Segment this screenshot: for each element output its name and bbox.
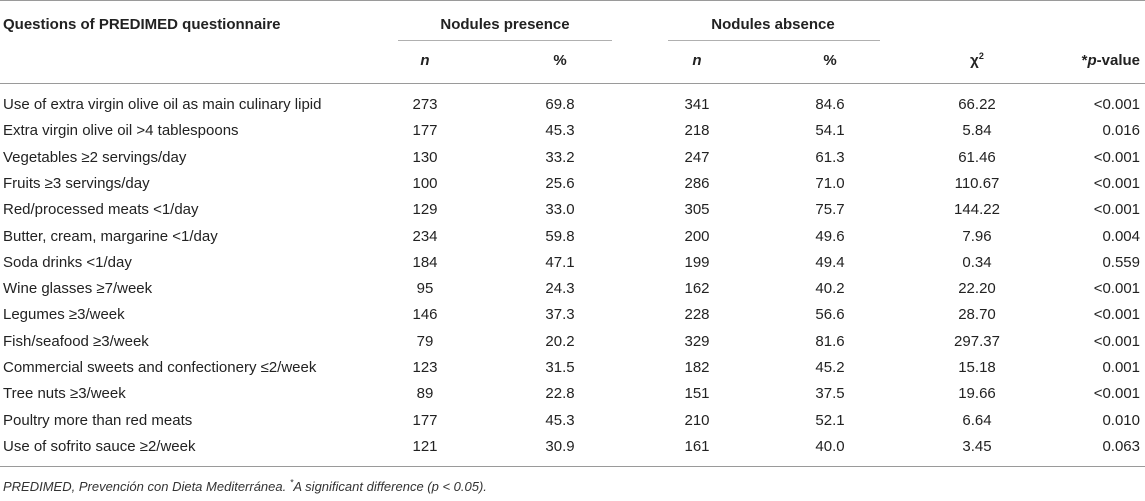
presence-n-cell: 123 [412,359,438,376]
presence-n-cell: 273 [412,96,438,113]
presence-pct-cell: 37.3 [545,306,575,323]
presence-pct-cell: 59.8 [545,228,575,245]
absence-n-cell: 228 [684,306,710,323]
presence-pct-cell: 69.8 [545,96,575,113]
presence-pct-cell: 45.3 [545,412,575,429]
absence-pct-cell: 75.7 [815,201,845,218]
absence-n-header: n [692,52,702,69]
chi-symbol: χ [970,52,979,69]
question-cell: Tree nuts ≥3/week [3,385,126,402]
footnote-significance: A significant difference (p < 0.05). [293,479,487,494]
presence-pct-cell: 31.5 [545,359,575,376]
question-cell: Red/processed meats <1/day [3,201,199,218]
absence-n-cell: 161 [684,438,710,455]
presence-pct-cell: 22.8 [545,385,575,402]
p-value-cell: <0.001 [1093,201,1140,218]
p-value-cell: 0.004 [1102,228,1140,245]
absence-n-cell: 200 [684,228,710,245]
presence-n-cell: 234 [412,228,438,245]
absence-n-cell: 341 [684,96,710,113]
presence-n-cell: 89 [416,385,434,402]
top-rule [0,0,1145,1]
p-value-cell: 0.010 [1102,412,1140,429]
p-value-cell: 0.001 [1102,359,1140,376]
p-value-cell: <0.001 [1093,280,1140,297]
chi-square-cell: 61.46 [958,149,996,166]
presence-pct-cell: 30.9 [545,438,575,455]
presence-pct-cell: 45.3 [545,122,575,139]
absence-pct-cell: 49.4 [815,254,845,271]
absence-pct-cell: 45.2 [815,359,845,376]
p-value-header [1040,52,1140,70]
absence-pct-cell: 40.0 [815,438,845,455]
presence-pct-cell: 33.0 [545,201,575,218]
p-value-cell: 0.559 [1102,254,1140,271]
absence-group-rule [668,40,880,41]
chi-square-header [932,52,1022,70]
chi-square-cell: 6.64 [962,412,992,429]
chi-square-cell: 0.34 [962,254,992,271]
chi-square-cell: 7.96 [962,228,992,245]
presence-pct-header: % [553,52,567,69]
question-cell: Legumes ≥3/week [3,306,125,323]
presence-n-cell: 184 [412,254,438,271]
question-cell: Extra virgin olive oil >4 tablespoons [3,122,239,139]
absence-n-cell: 151 [684,385,710,402]
footnote-asterisk: * [289,477,294,488]
p-asterisk: * [1081,52,1088,69]
p-value-cell: <0.001 [1093,175,1140,192]
absence-n-cell: 247 [684,149,710,166]
chi-square-cell: 15.18 [958,359,996,376]
p-letter: p [1087,52,1097,69]
question-cell: Soda drinks <1/day [3,254,132,271]
absence-n-cell: 305 [684,201,710,218]
chi-square-cell: 28.70 [958,306,996,323]
presence-n-cell: 121 [412,438,438,455]
absence-pct-cell: 54.1 [815,122,845,139]
question-cell: Use of extra virgin olive oil as main culinary lipid [3,96,322,113]
absence-pct-cell: 56.6 [815,306,845,323]
question-cell: Commercial sweets and confectionery ≤2/week [3,359,317,376]
absence-pct-cell: 37.5 [815,385,845,402]
presence-pct-cell: 25.6 [545,175,575,192]
chi-square-cell: 110.67 [954,175,1000,192]
presence-n-cell: 177 [412,122,438,139]
chi-square-cell: 144.22 [954,201,1000,218]
question-cell: Butter, cream, margarine <1/day [3,228,218,245]
chi-square-cell: 22.20 [958,280,996,297]
presence-n-cell: 177 [412,412,438,429]
chi-square-cell: 297.37 [954,333,1000,350]
presence-n-cell: 79 [416,333,434,350]
absence-n-cell: 182 [684,359,710,376]
footnote-abbrev: PREDIMED, Prevención con Dieta Mediterránea. [3,479,290,494]
absence-pct-cell: 52.1 [815,412,845,429]
table-footnote [3,479,487,494]
absence-pct-cell: 71.0 [815,175,845,192]
absence-n-cell: 218 [684,122,710,139]
chi-superscript: 2 [978,51,984,61]
presence-n-header: n [420,52,430,69]
question-cell: Use of sofrito sauce ≥2/week [3,438,196,455]
p-value-cell: <0.001 [1093,149,1140,166]
absence-n-cell: 162 [684,280,710,297]
absence-n-cell: 286 [684,175,710,192]
p-value-cell: <0.001 [1093,306,1140,323]
absence-pct-header: % [823,52,837,69]
absence-pct-cell: 40.2 [815,280,845,297]
question-column-header: Questions of PREDIMED questionnaire [3,16,281,33]
absence-pct-cell: 61.3 [815,149,845,166]
question-cell: Fish/seafood ≥3/week [3,333,149,350]
question-cell: Fruits ≥3 servings/day [3,175,150,192]
presence-pct-cell: 24.3 [545,280,575,297]
absence-pct-cell: 81.6 [815,333,845,350]
presence-pct-cell: 20.2 [545,333,575,350]
p-value-cell: 0.016 [1102,122,1140,139]
chi-square-cell: 19.66 [958,385,996,402]
absence-pct-cell: 49.6 [815,228,845,245]
absence-n-cell: 210 [684,412,710,429]
absence-n-cell: 329 [684,333,710,350]
presence-group-rule [398,40,612,41]
question-cell: Wine glasses ≥7/week [3,280,153,297]
presence-n-cell: 146 [412,306,438,323]
presence-n-cell: 100 [412,175,438,192]
header-bottom-rule [0,83,1145,84]
p-suffix: -value [1096,52,1140,69]
question-cell: Vegetables ≥2 servings/day [3,149,187,166]
bottom-rule [0,466,1145,467]
absence-pct-cell: 84.6 [815,96,845,113]
presence-n-cell: 129 [412,201,438,218]
p-value-cell: <0.001 [1093,333,1140,350]
absence-n-cell: 199 [684,254,710,271]
presence-n-cell: 95 [416,280,434,297]
chi-square-cell: 66.22 [958,96,996,113]
p-value-cell: <0.001 [1093,96,1140,113]
nodules-absence-header: Nodules absence [711,16,835,33]
chi-square-cell: 5.84 [962,122,992,139]
p-value-cell: 0.063 [1102,438,1140,455]
presence-n-cell: 130 [412,149,438,166]
p-value-cell: <0.001 [1093,385,1140,402]
chi-square-cell: 3.45 [962,438,992,455]
presence-pct-cell: 47.1 [545,254,575,271]
presence-pct-cell: 33.2 [545,149,575,166]
question-cell: Poultry more than red meats [3,412,193,429]
nodules-presence-header: Nodules presence [440,16,570,33]
